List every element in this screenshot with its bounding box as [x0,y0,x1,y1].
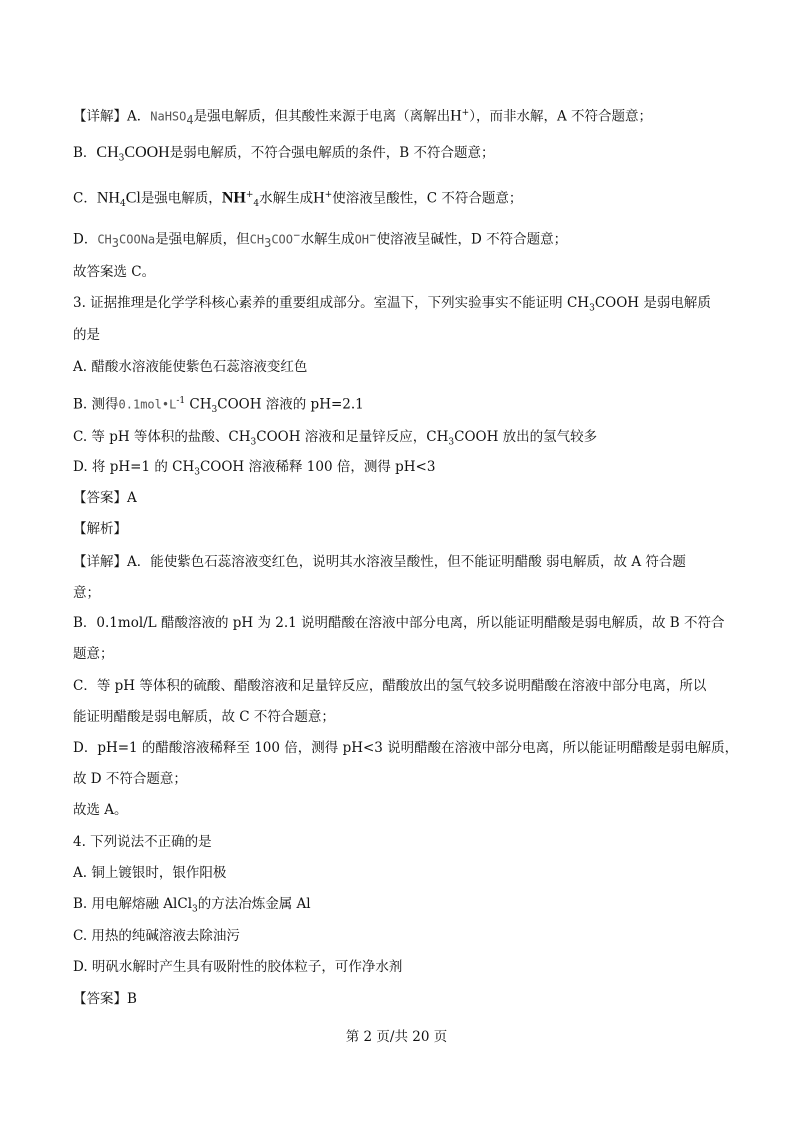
detail-line-b: B．$CH_3COOH$是弱电解质，不符合强电解质的条件，B 不符合题意； [73,144,495,164]
question-4-option-c: C. 用热的纯碱溶液去除油污 [73,928,240,944]
question-3-detail-1: 【详解】A．能使紫色石蕊溶液变红色，说明其水溶液呈酸性，但不能证明醋酸 弱电解质，故 A 符合题 [73,554,686,570]
question-3-stem: 3. 证据推理是化学学科核心素养的重要组成部分。室温下，下列实验事实不能证明 $CH_3COOH$ 是弱电解质 [73,295,711,314]
question-3-detail-2: 意； [73,585,100,601]
question-3-stem-cont: 的是 [73,327,100,343]
question-3-option-a: A. 醋酸水溶液能使紫色石蕊溶液变红色 [73,359,308,375]
question-3-detail-7: D．pH=1 的醋酸溶液稀释至 100 倍，测得 pH<3 说明醋酸在溶液中部分电离，所以能证明醋酸是弱电解质， [73,740,739,756]
question-3-detail-8: 故 D 不符合题意； [73,771,187,787]
question-4-answer: 【答案】B [73,991,137,1007]
question-4-option-a: A. 铜上镀银时，银作阳极 [73,865,227,881]
question-3-option-b: B. 测得$0.1mol•L^{-1}$ $CH_3COOH$ 溶液的 pH=2.1 [73,396,364,416]
question-3-option-d: D. 将 pH=1 的 $CH_3COOH$ 溶液稀释 100 倍，测得 pH<3 [73,459,436,478]
question-3-option-c: C. 等 pH 等体积的盐酸、$CH_3COOH$ 溶液和足量锌反应，$CH_3COOH$ 放出的氢气较多 [73,429,598,448]
question-3-detail-9: 故选 A。 [73,802,128,818]
detail-line-c: C．$NH_4Cl$是强电解质，$NH^+_4$水解生成H+使溶液呈酸性，C 不符合题意； [73,189,523,210]
question-4-option-b: B. 用电解熔融 AlCl$_3$的方法冶炼金属 Al [73,896,311,915]
question-3-answer: 【答案】A [73,490,137,506]
question-3-detail-5: C．等 pH 等体积的硫酸、醋酸溶液和足量锌反应，醋酸放出的氢气较多说明醋酸在溶液中部分电离，所以 [73,678,707,694]
question-4-option-d: D. 明矾水解时产生具有吸附性的胶体粒子，可作净水剂 [73,959,403,975]
question-3-detail-4: 题意； [73,646,114,662]
question-4-stem: 4. 下列说法不正确的是 [73,834,212,850]
question-3-detail-3: B．0.1mol/L 醋酸溶液的 pH 为 2.1 说明醋酸在溶液中部分电离，所以能证明醋酸是弱电解质，故 B 不符合 [73,615,725,631]
question-3-detail-6: 能证明醋酸是弱电解质，故 C 不符合题意； [73,709,335,725]
question-3-analysis-heading: 【解析】 [73,521,127,537]
detail-line-d: D．$CH_3COONa$是强电解质，但$CH_3COO^-$水解生成OH−使溶液呈碱性，D 不符合题意； [73,231,568,251]
page-number-footer: 第 2 页/共 20 页 [345,1029,448,1045]
detail-line-a: 【详解】A．NaHSO$_4$是强电解质，但其酸性来源于电离（离解出H+），而非水解，A 不符合题意； [73,107,653,128]
answer-conclusion: 故答案选 C。 [73,264,156,280]
